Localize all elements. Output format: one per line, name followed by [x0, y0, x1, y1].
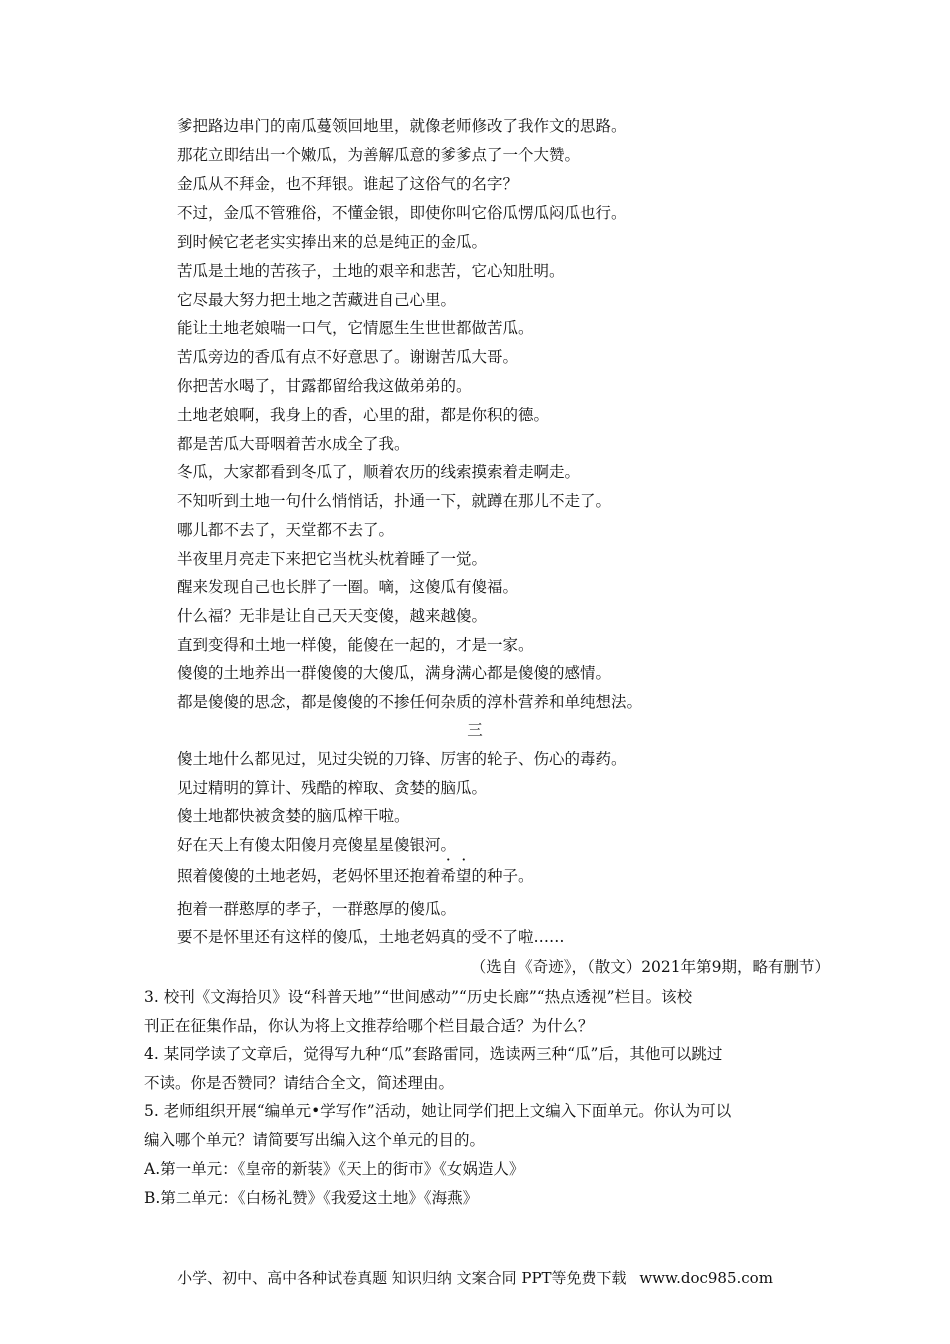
poem-line: 它尽最大努力把土地之苦藏进自己心里。	[177, 291, 457, 309]
question-line: 4. 某同学读了文章后，觉得写九种“瓜”套路雷同，选读两三种“瓜”后，其他可以跳过	[144, 1045, 723, 1063]
poem-line: 什么福？无非是让自己天天变傻，越来越傻。	[177, 607, 488, 625]
question-line: 编入哪个单元？请简要写出编入这个单元的目的。	[144, 1131, 486, 1149]
emph-line-after: 的种子。	[471, 867, 534, 885]
poem-line: 能让土地老娘喘一口气，它情愿生生世世都做苦瓜。	[177, 319, 534, 337]
option-line: A.第一单元：《皇帝的新装》《天上的街市》《女娲造人》	[144, 1160, 525, 1178]
poem-line: 苦瓜旁边的香瓜有点不好意思了。谢谢苦瓜大哥。	[177, 348, 519, 366]
question-line: 刊正在征集作品，你认为将上文推荐给哪个栏目最合适？为什么？	[144, 1017, 594, 1035]
poem-line: 到时候它老老实实捧出来的总是纯正的金瓜。	[177, 233, 488, 251]
poem-line: 见过精明的算计、残酷的榨取、贪婪的脑瓜。	[177, 779, 488, 797]
option-line: B.第二单元：《白杨礼赞》《我爱这土地》《海燕》	[144, 1189, 479, 1207]
section-marker: 三	[467, 721, 483, 739]
poem-line: 醒来发现自己也长胖了一圈。嘀，这傻瓜有傻福。	[177, 578, 519, 596]
poem-line-emphasis	[177, 866, 534, 886]
poem-line: 爹把路边串门的南瓜蔓领回地里，就像老师修改了我作文的思路。	[177, 117, 627, 135]
poem-line: 都是苦瓜大哥咽着苦水成全了我。	[177, 435, 410, 453]
poem-line: 哪儿都不去了，天堂都不去了。	[177, 521, 395, 539]
poem-line: 抱着一群憨厚的孝子，一群憨厚的傻瓜。	[177, 900, 457, 918]
poem-line: 苦瓜是土地的苦孩子，土地的艰辛和悲苦，它心知肚明。	[177, 262, 565, 280]
footer-text: 小学、初中、高中各种试卷真题 知识归纳 文案合同 PPT等免费下载	[177, 1269, 627, 1287]
poem-line: 傻土地什么都见过，见过尖锐的刀锋、厉害的轮子、伤心的毒药。	[177, 750, 627, 768]
poem-line: 要不是怀里还有这样的傻瓜，土地老妈真的受不了啦……	[177, 928, 565, 946]
poem-line: 不过，金瓜不管雅俗，不懂金银，即使你叫它俗瓜愣瓜闷瓜也行。	[177, 204, 627, 222]
poem-line: 金瓜从不拜金，也不拜银。谁起了这俗气的名字？	[177, 175, 519, 193]
poem-line: 都是傻傻的思念，都是傻傻的不掺任何杂质的淳朴营养和单纯想法。	[177, 693, 643, 711]
footer-url[interactable]: www.doc985.com	[639, 1269, 773, 1287]
poem-line: 你把苦水喝了，甘露都留给我这做弟弟的。	[177, 377, 472, 395]
emphasis-char: 望	[456, 867, 472, 885]
poem-line: 傻傻的土地养出一群傻傻的大傻瓜，满身满心都是傻傻的感情。	[177, 664, 612, 682]
question-line: 3. 校刊《文海拾贝》设“科普天地”“世间感动”“历史长廊”“热点透视”栏目。该校	[144, 988, 693, 1006]
emph-line-before: 照着傻傻的土地老妈，老妈怀里还抱着	[177, 867, 441, 885]
poem-line: 那花立即结出一个嫩瓜，为善解瓜意的爹爹点了一个大赞。	[177, 146, 581, 164]
page-footer	[0, 1268, 950, 1288]
poem-line: 傻土地都快被贪婪的脑瓜榨干啦。	[177, 807, 410, 825]
question-line: 不读。你是否赞同？请结合全文，简述理由。	[144, 1074, 455, 1092]
poem-line: 直到变得和土地一样傻，能傻在一起的，才是一家。	[177, 636, 534, 654]
poem-line: 好在天上有傻太阳傻月亮傻星星傻银河。	[177, 836, 457, 854]
question-line: 5. 老师组织开展“编单元•学写作”活动，她让同学们把上文编入下面单元。你认为可以	[144, 1102, 732, 1120]
poem-line: 土地老娘啊，我身上的香，心里的甜，都是你积的德。	[177, 406, 550, 424]
poem-line: 不知听到土地一句什么悄悄话，扑通一下，就蹲在那儿不走了。	[177, 492, 612, 510]
emphasis-char: 希	[440, 867, 457, 885]
source-citation: （选自《奇迹》，（散文）2021年第9期，略有删节）	[470, 958, 830, 976]
poem-line: 冬瓜，大家都看到冬瓜了，顺着农历的线索摸索着走啊走。	[177, 463, 581, 481]
poem-line: 半夜里月亮走下来把它当枕头枕着睡了一觉。	[177, 550, 488, 568]
